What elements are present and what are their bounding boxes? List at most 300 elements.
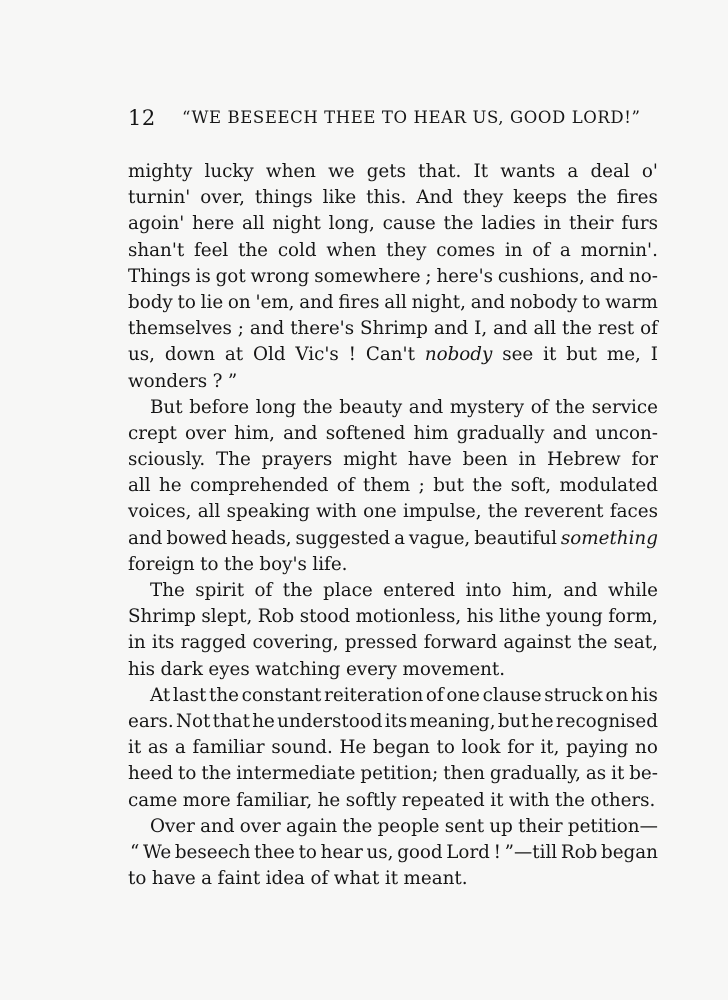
word: gradually, bbox=[489, 763, 581, 785]
word: on bbox=[227, 291, 251, 313]
word: And bbox=[416, 187, 453, 209]
word: wants bbox=[500, 161, 556, 182]
word: and bbox=[249, 318, 285, 340]
word: heed bbox=[128, 763, 174, 785]
word: long bbox=[255, 396, 297, 418]
word: pressed bbox=[344, 632, 418, 654]
word: impulse, bbox=[403, 501, 482, 523]
word: as bbox=[585, 763, 607, 785]
word: life. bbox=[312, 553, 348, 575]
word: suggested bbox=[295, 527, 391, 549]
word: Over bbox=[150, 815, 195, 837]
text-line bbox=[128, 630, 658, 656]
text-line bbox=[128, 473, 658, 499]
word: here's bbox=[436, 265, 493, 287]
word: the bbox=[302, 396, 333, 418]
word: night bbox=[272, 213, 321, 235]
word: familiar bbox=[192, 737, 265, 759]
word: dark bbox=[160, 658, 203, 680]
word: ladies bbox=[481, 213, 536, 235]
word: all bbox=[533, 318, 557, 340]
word: for bbox=[507, 737, 534, 759]
word: he bbox=[158, 475, 182, 497]
text-line bbox=[128, 395, 658, 421]
word: again bbox=[285, 815, 338, 837]
word: mornin'. bbox=[580, 239, 658, 261]
word: things bbox=[254, 187, 313, 209]
word: warm bbox=[605, 291, 658, 313]
word: no bbox=[635, 737, 658, 759]
word: a bbox=[567, 161, 579, 182]
word: gradually bbox=[456, 422, 545, 444]
text-line bbox=[128, 683, 658, 709]
text-line bbox=[128, 866, 658, 892]
word: feel bbox=[194, 239, 229, 261]
text-line bbox=[128, 761, 658, 787]
word: their bbox=[568, 213, 614, 235]
word: us, bbox=[366, 841, 394, 863]
word: idea bbox=[265, 868, 305, 890]
word: his bbox=[630, 684, 658, 706]
word: of bbox=[310, 868, 329, 890]
word: “ bbox=[130, 841, 140, 863]
word: Shrimp bbox=[360, 318, 428, 340]
word: night, bbox=[411, 291, 466, 313]
running-title: “WE BESEECH THEE TO HEAR US, GOOD LORD!” bbox=[182, 108, 641, 127]
word: the bbox=[561, 318, 592, 340]
word: sound. bbox=[271, 737, 333, 759]
word: modulated bbox=[559, 475, 658, 497]
word: him, bbox=[512, 580, 553, 601]
word: the bbox=[443, 213, 474, 235]
word: of bbox=[530, 396, 549, 418]
word: thee bbox=[254, 841, 295, 863]
word: constant bbox=[241, 684, 322, 706]
word: look bbox=[461, 737, 501, 759]
word: the bbox=[282, 580, 313, 601]
text-line bbox=[128, 657, 658, 683]
word: mystery bbox=[449, 396, 525, 418]
word: got bbox=[215, 265, 246, 287]
text-line bbox=[128, 264, 658, 290]
word: and bbox=[200, 815, 235, 837]
word: it bbox=[490, 789, 504, 811]
text-line bbox=[128, 185, 658, 211]
word: he bbox=[531, 710, 554, 732]
word: Can't bbox=[365, 344, 415, 366]
word: I bbox=[650, 344, 658, 366]
text-line bbox=[128, 709, 658, 735]
word: one bbox=[363, 501, 397, 523]
word: long, bbox=[328, 213, 375, 235]
word: ! bbox=[493, 841, 501, 863]
word: faces bbox=[609, 501, 658, 523]
word: spirit bbox=[195, 580, 245, 601]
word: he bbox=[317, 789, 341, 811]
word: seat, bbox=[613, 632, 658, 654]
word: to bbox=[177, 291, 196, 313]
word: stood bbox=[299, 606, 351, 628]
word: body bbox=[128, 291, 173, 313]
word: down bbox=[164, 344, 215, 366]
text-line bbox=[128, 290, 658, 316]
word: themselves bbox=[128, 318, 232, 340]
word: young bbox=[546, 606, 603, 628]
text-line bbox=[128, 316, 658, 342]
text-line bbox=[128, 211, 658, 237]
word: comes bbox=[436, 239, 496, 261]
word: we bbox=[328, 161, 355, 182]
word: he bbox=[252, 710, 275, 732]
word: like bbox=[322, 187, 357, 209]
word: a bbox=[394, 527, 405, 549]
word: a bbox=[201, 868, 213, 890]
word: over bbox=[239, 815, 281, 837]
text-line bbox=[128, 159, 658, 185]
word: Hebrew bbox=[546, 449, 621, 471]
word: repeated bbox=[401, 789, 485, 811]
word: ragged bbox=[180, 632, 247, 654]
word: to bbox=[128, 868, 147, 890]
word: petition— bbox=[567, 815, 658, 837]
word: the bbox=[487, 501, 518, 523]
word: comprehended bbox=[189, 475, 329, 497]
word: slept, bbox=[201, 606, 253, 628]
word: is bbox=[195, 265, 211, 287]
word: when bbox=[326, 239, 377, 261]
word: of bbox=[336, 475, 355, 497]
text-line bbox=[128, 552, 658, 578]
text-line bbox=[128, 342, 658, 368]
word: on bbox=[605, 684, 629, 706]
word: wonders bbox=[128, 370, 208, 392]
word: the bbox=[238, 239, 269, 261]
word: him, bbox=[234, 422, 275, 444]
word: o' bbox=[641, 161, 658, 182]
word: that. bbox=[418, 161, 462, 182]
text-line bbox=[128, 604, 658, 630]
word: all bbox=[242, 213, 265, 235]
word: to bbox=[200, 553, 219, 575]
word: 'em, bbox=[255, 291, 295, 313]
word: ” bbox=[227, 370, 238, 392]
word: soft, bbox=[510, 475, 552, 497]
word: into bbox=[465, 580, 502, 601]
word: place bbox=[323, 580, 373, 601]
word: ; bbox=[425, 265, 432, 287]
word: and bbox=[299, 291, 334, 313]
word: agoin' bbox=[128, 213, 185, 235]
word: to bbox=[178, 763, 197, 785]
word: last bbox=[172, 684, 207, 706]
word: softly bbox=[345, 789, 397, 811]
word: cushions, bbox=[497, 265, 585, 287]
word: one bbox=[446, 684, 480, 706]
word: of bbox=[532, 239, 551, 261]
word: see bbox=[502, 344, 534, 366]
word: came bbox=[128, 789, 178, 811]
word: it bbox=[384, 868, 399, 890]
word: fires bbox=[616, 187, 658, 209]
word: the bbox=[576, 187, 607, 209]
word: what bbox=[333, 868, 380, 890]
word: to bbox=[436, 737, 455, 759]
word: Lord bbox=[446, 841, 490, 863]
word: hear bbox=[320, 841, 363, 863]
word: up bbox=[489, 815, 513, 837]
word: ! bbox=[348, 344, 357, 366]
word: familiar, bbox=[236, 789, 313, 811]
word: the bbox=[555, 396, 586, 418]
word: fires bbox=[338, 291, 380, 313]
word: entered bbox=[383, 580, 456, 601]
word: prayers bbox=[261, 449, 333, 471]
word: clause bbox=[482, 684, 542, 706]
word: the bbox=[555, 789, 585, 811]
word: But bbox=[150, 396, 183, 418]
word: with bbox=[508, 789, 550, 811]
word: good bbox=[397, 841, 443, 863]
word: and bbox=[408, 396, 444, 418]
word: and bbox=[283, 422, 318, 444]
word: his bbox=[466, 606, 494, 628]
word: intermediate bbox=[236, 763, 356, 785]
word: Things bbox=[128, 265, 191, 287]
word: motionless, bbox=[355, 606, 462, 628]
word: every bbox=[345, 658, 398, 680]
word: He bbox=[339, 737, 367, 759]
word: to bbox=[298, 841, 317, 863]
text-line bbox=[128, 238, 658, 264]
word: his bbox=[128, 658, 156, 680]
text-line bbox=[128, 735, 658, 761]
word: ? bbox=[212, 370, 223, 392]
word: when bbox=[265, 161, 316, 182]
word: movement. bbox=[402, 658, 506, 680]
word: uncon- bbox=[595, 422, 658, 444]
word: the bbox=[223, 553, 254, 575]
word: for bbox=[631, 449, 658, 471]
word: them bbox=[362, 475, 411, 497]
text-line bbox=[128, 447, 658, 473]
word: and bbox=[128, 527, 163, 549]
word: heads, bbox=[231, 527, 292, 549]
word: meaning, bbox=[409, 710, 496, 732]
word: deal bbox=[590, 161, 630, 182]
word: sciously. bbox=[128, 449, 206, 471]
italic-word: something bbox=[560, 527, 658, 549]
word: the bbox=[577, 632, 608, 654]
word: eyes bbox=[208, 658, 250, 680]
word: while bbox=[608, 580, 658, 601]
text-line bbox=[128, 814, 658, 840]
word: We bbox=[143, 841, 172, 863]
word: It bbox=[473, 161, 489, 182]
word: no- bbox=[628, 265, 658, 287]
word: here bbox=[192, 213, 235, 235]
word: Vic's bbox=[295, 344, 339, 366]
word: reverent bbox=[524, 501, 604, 523]
word: and bbox=[589, 265, 625, 287]
word: with bbox=[316, 501, 357, 523]
word: and bbox=[563, 580, 598, 601]
word: boy's bbox=[259, 553, 307, 575]
word: reiteration bbox=[324, 684, 424, 706]
word: been bbox=[462, 449, 508, 471]
word: softened bbox=[325, 422, 406, 444]
word: might bbox=[343, 449, 398, 471]
word: have bbox=[407, 449, 452, 471]
text-line bbox=[128, 499, 658, 525]
word: there's bbox=[290, 318, 355, 340]
text-line bbox=[128, 421, 658, 447]
word: lie bbox=[200, 291, 224, 313]
word: nobody bbox=[509, 291, 578, 313]
word: began bbox=[372, 737, 430, 759]
word: meant. bbox=[403, 868, 468, 890]
word: it, bbox=[540, 737, 560, 759]
word: in bbox=[128, 632, 146, 654]
word: all bbox=[128, 475, 151, 497]
text-line bbox=[128, 788, 658, 814]
word: their bbox=[518, 815, 563, 837]
word: before bbox=[189, 396, 250, 418]
word: at bbox=[224, 344, 244, 366]
word: ; bbox=[418, 475, 425, 497]
word: the bbox=[201, 763, 232, 785]
word: and bbox=[552, 422, 587, 444]
word: but bbox=[433, 475, 465, 497]
word: ears. bbox=[128, 710, 174, 732]
word: petition; bbox=[360, 763, 439, 785]
word: mighty bbox=[128, 161, 193, 182]
word: to bbox=[582, 291, 601, 313]
word: have bbox=[151, 868, 196, 890]
word: of bbox=[640, 318, 658, 340]
word: beauty bbox=[339, 396, 403, 418]
word: it bbox=[611, 763, 625, 785]
word: and bbox=[493, 318, 528, 340]
word: us, bbox=[128, 344, 155, 366]
word: began bbox=[601, 841, 658, 863]
word: beautiful bbox=[474, 527, 557, 549]
word: lithe bbox=[499, 606, 541, 628]
word: this. bbox=[366, 187, 407, 209]
word: people bbox=[377, 815, 440, 837]
word: all bbox=[384, 291, 407, 313]
word: others. bbox=[590, 789, 656, 811]
word: speaking bbox=[226, 501, 310, 523]
word: Old bbox=[252, 344, 286, 366]
word: somewhere bbox=[314, 265, 421, 287]
word: understood bbox=[277, 710, 383, 732]
word: sent bbox=[444, 815, 485, 837]
word: of bbox=[425, 684, 444, 706]
word: struck bbox=[544, 684, 603, 706]
word: Rob bbox=[560, 841, 598, 863]
word: but bbox=[497, 710, 529, 732]
italic-word: nobody bbox=[424, 344, 493, 366]
word: faint bbox=[217, 868, 261, 890]
word: bowed bbox=[166, 527, 228, 549]
word: Shrimp bbox=[128, 606, 196, 628]
word: the bbox=[472, 475, 503, 497]
word: but bbox=[566, 344, 598, 366]
text-line bbox=[128, 526, 658, 552]
word: its bbox=[384, 710, 408, 732]
word: a bbox=[559, 239, 571, 261]
page-header bbox=[128, 106, 658, 138]
word: ; bbox=[237, 318, 244, 340]
word: The bbox=[216, 449, 251, 471]
word: cause bbox=[382, 213, 436, 235]
word: crept bbox=[128, 422, 177, 444]
word: Not bbox=[175, 710, 211, 732]
text-line bbox=[128, 369, 658, 395]
word: keeps bbox=[513, 187, 567, 209]
word: wrong bbox=[250, 265, 310, 287]
word: watching bbox=[255, 658, 341, 680]
word: him bbox=[413, 422, 449, 444]
text-line bbox=[128, 840, 658, 866]
word: over, bbox=[200, 187, 245, 209]
word: it bbox=[128, 737, 142, 759]
word: gets bbox=[366, 161, 406, 182]
word: more bbox=[182, 789, 231, 811]
word: Rob bbox=[257, 606, 295, 628]
word: forward bbox=[423, 632, 498, 654]
word: shan't bbox=[128, 239, 185, 261]
word: form, bbox=[608, 606, 658, 628]
word: it bbox=[543, 344, 557, 366]
word: then bbox=[443, 763, 485, 785]
word: covering, bbox=[252, 632, 339, 654]
text-line bbox=[128, 578, 658, 604]
word: ”—till bbox=[504, 841, 558, 863]
word: in bbox=[504, 239, 523, 261]
word: paying bbox=[566, 737, 629, 759]
word: At bbox=[150, 684, 171, 706]
page-number: 12 bbox=[128, 106, 156, 130]
word: rest bbox=[597, 318, 635, 340]
word: lucky bbox=[204, 161, 254, 182]
word: the bbox=[342, 815, 373, 837]
word: of bbox=[254, 580, 273, 601]
word: furs bbox=[621, 213, 658, 235]
body-text bbox=[128, 159, 658, 892]
word: beseech bbox=[174, 841, 251, 863]
word: vague, bbox=[408, 527, 471, 549]
word: and bbox=[433, 318, 469, 340]
word: service bbox=[591, 396, 658, 418]
word: the bbox=[209, 684, 239, 706]
word: and bbox=[470, 291, 506, 313]
word: its bbox=[151, 632, 175, 654]
word: voices, bbox=[128, 501, 192, 523]
word: that bbox=[212, 710, 250, 732]
word: foreign bbox=[128, 553, 195, 575]
word: against bbox=[503, 632, 572, 654]
word: they bbox=[386, 239, 427, 261]
word: recognised bbox=[555, 710, 658, 732]
word: me, bbox=[606, 344, 641, 366]
word: I, bbox=[474, 318, 488, 340]
word: cold bbox=[277, 239, 317, 261]
word: turnin' bbox=[128, 187, 191, 209]
word: The bbox=[150, 580, 185, 601]
word: in bbox=[543, 213, 562, 235]
word: as bbox=[147, 737, 169, 759]
